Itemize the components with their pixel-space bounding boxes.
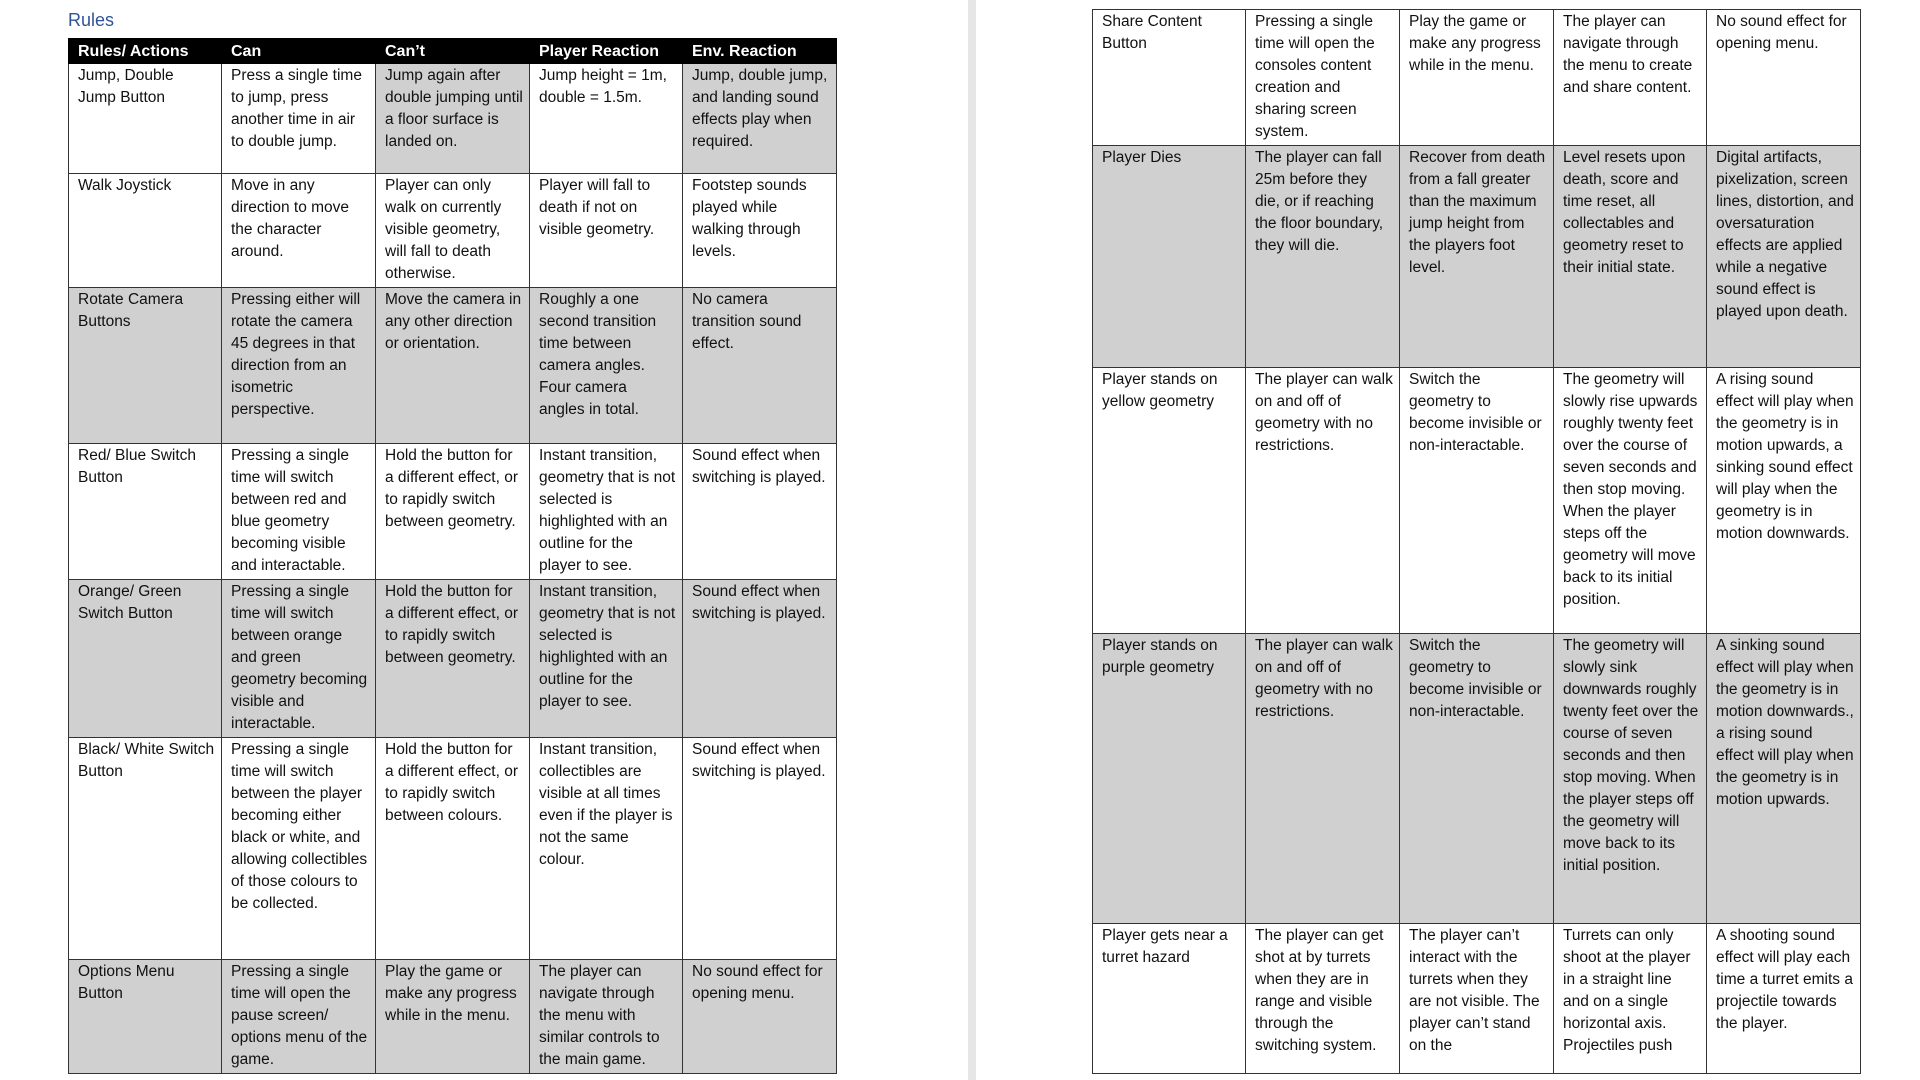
table-cell: The player can get shot at by turrets when they are in range and visible through the switching system. bbox=[1246, 924, 1400, 1074]
table-cell: The player can walk on and off of geometry with no restrictions. bbox=[1246, 368, 1400, 634]
table-cell: Sound effect when switching is played. bbox=[683, 444, 837, 580]
table-row bbox=[69, 64, 837, 174]
table-cell: A shooting sound effect will play each time a turret emits a projectile towards the player. bbox=[1707, 924, 1861, 1074]
column-header-can: Can bbox=[222, 39, 376, 64]
table-cell: The player can walk on and off of geometry with no restrictions. bbox=[1246, 634, 1400, 924]
table-cell: No camera transition sound effect. bbox=[683, 288, 837, 444]
table-cell: A rising sound effect will play when the geometry is in motion upwards, a sinking sound effect will play when the geometry is in motion downwards. bbox=[1707, 368, 1861, 634]
table-cell: Options Menu Button bbox=[69, 960, 222, 1074]
table-cell: Hold the button for a different effect, or to rapidly switch between colours. bbox=[376, 738, 530, 960]
table-cell: Move the camera in any other direction or orientation. bbox=[376, 288, 530, 444]
column-header-rules-actions: Rules/ Actions bbox=[69, 39, 222, 64]
table-cell: Pressing a single time will open the consoles content creation and sharing screen system. bbox=[1246, 10, 1400, 146]
table-cell: No sound effect for opening menu. bbox=[683, 960, 837, 1074]
table-cell: Jump height = 1m, double = 1.5m. bbox=[530, 64, 683, 174]
table-cell: Red/ Blue Switch Button bbox=[69, 444, 222, 580]
column-header-env-reaction: Env. Reaction bbox=[683, 39, 837, 64]
table-cell: Play the game or make any progress while in the menu. bbox=[376, 960, 530, 1074]
table-row bbox=[1093, 924, 1861, 1074]
rules-table-left bbox=[68, 38, 837, 1074]
table-cell: Pressing a single time will switch between the player becoming either black or white, and allowing collectibles of those colours to be collected. bbox=[222, 738, 376, 960]
table-cell: Jump, Double Jump Button bbox=[69, 64, 222, 174]
table-cell: Turrets can only shoot at the player in a straight line and on a single horizontal axis. Projectiles push bbox=[1554, 924, 1707, 1074]
table-cell: The geometry will slowly sink downwards roughly twenty feet over the course of seven seconds and then stop moving. When the player steps off the geometry will move back to its initial position. bbox=[1554, 634, 1707, 924]
table-cell: Instant transition, collectibles are visible at all times even if the player is not the same colour. bbox=[530, 738, 683, 960]
table-cell: Instant transition, geometry that is not selected is highlighted with an outline for the player to see. bbox=[530, 444, 683, 580]
table-cell: The player can fall 25m before they die, or if reaching the floor boundary, they will die. bbox=[1246, 146, 1400, 368]
table-cell: Roughly a one second transition time between camera angles. Four camera angles in total. bbox=[530, 288, 683, 444]
table-row bbox=[69, 288, 837, 444]
table-cell: Hold the button for a different effect, or to rapidly switch between geometry. bbox=[376, 444, 530, 580]
table-cell: Instant transition, geometry that is not selected is highlighted with an outline for the player to see. bbox=[530, 580, 683, 738]
column-header-player-reaction: Player Reaction bbox=[530, 39, 683, 64]
table-cell: Player can only walk on currently visible geometry, will fall to death otherwise. bbox=[376, 174, 530, 288]
table-row bbox=[69, 444, 837, 580]
table-cell: Digital artifacts, pixelization, screen lines, distortion, and oversaturation effects are applied while a negative sound effect is played upon death. bbox=[1707, 146, 1861, 368]
table-cell: Switch the geometry to become invisible or non-interactable. bbox=[1400, 634, 1554, 924]
table-row bbox=[1093, 634, 1861, 924]
table-cell: Hold the button for a different effect, or to rapidly switch between geometry. bbox=[376, 580, 530, 738]
table-cell: Recover from death from a fall greater than the maximum jump height from the players foot level. bbox=[1400, 146, 1554, 368]
table-cell: Jump again after double jumping until a floor surface is landed on. bbox=[376, 64, 530, 174]
rules-table-right bbox=[1092, 9, 1861, 1074]
table-cell: A sinking sound effect will play when the geometry is in motion downwards., a rising sound effect will play when the geometry is in motion upwards. bbox=[1707, 634, 1861, 924]
table-cell: Player stands on yellow geometry bbox=[1093, 368, 1246, 634]
table-cell: Pressing either will rotate the camera 45 degrees in that direction from an isometric perspective. bbox=[222, 288, 376, 444]
table-cell: Jump, double jump, and landing sound effects play when required. bbox=[683, 64, 837, 174]
table-row bbox=[69, 960, 837, 1074]
table-cell: The geometry will slowly rise upwards roughly twenty feet over the course of seven seconds and then stop moving. When the player steps off the geometry will move back to its initial position. bbox=[1554, 368, 1707, 634]
table-cell: Pressing a single time will switch between orange and green geometry becoming visible and interactable. bbox=[222, 580, 376, 738]
table-cell: The player can navigate through the menu to create and share content. bbox=[1554, 10, 1707, 146]
table-cell: Footstep sounds played while walking through levels. bbox=[683, 174, 837, 288]
table-cell: No sound effect for opening menu. bbox=[1707, 10, 1861, 146]
table-cell: Pressing a single time will switch between red and blue geometry becoming visible and interactable. bbox=[222, 444, 376, 580]
page-gap bbox=[968, 0, 976, 1080]
table-cell: Walk Joystick bbox=[69, 174, 222, 288]
table-row bbox=[69, 174, 837, 288]
table-row bbox=[1093, 146, 1861, 368]
table-cell: Black/ White Switch Button bbox=[69, 738, 222, 960]
table-cell: The player can’t interact with the turrets when they are not visible. The player can’t stand on the bbox=[1400, 924, 1554, 1074]
table-cell: The player can navigate through the menu with similar controls to the main game. bbox=[530, 960, 683, 1074]
table-row bbox=[1093, 10, 1861, 146]
table-cell: Share Content Button bbox=[1093, 10, 1246, 146]
table-cell: Move in any direction to move the character around. bbox=[222, 174, 376, 288]
table-cell: Player Dies bbox=[1093, 146, 1246, 368]
table-cell: Player will fall to death if not on visible geometry. bbox=[530, 174, 683, 288]
table-cell: Player stands on purple geometry bbox=[1093, 634, 1246, 924]
table-cell: Pressing a single time will open the pause screen/ options menu of the game. bbox=[222, 960, 376, 1074]
table-cell: Orange/ Green Switch Button bbox=[69, 580, 222, 738]
table-cell: Play the game or make any progress while in the menu. bbox=[1400, 10, 1554, 146]
table-cell: Rotate Camera Buttons bbox=[69, 288, 222, 444]
table-header-row bbox=[69, 39, 837, 64]
table-cell: Sound effect when switching is played. bbox=[683, 580, 837, 738]
table-cell: Player gets near a turret hazard bbox=[1093, 924, 1246, 1074]
column-header-cant: Can’t bbox=[376, 39, 530, 64]
table-cell: Switch the geometry to become invisible or non-interactable. bbox=[1400, 368, 1554, 634]
rules-heading: Rules bbox=[68, 10, 115, 30]
table-cell: Sound effect when switching is played. bbox=[683, 738, 837, 960]
table-row bbox=[69, 738, 837, 960]
table-cell: Level resets upon death, score and time reset, all collectables and geometry reset to their initial state. bbox=[1554, 146, 1707, 368]
table-row bbox=[69, 580, 837, 738]
table-row bbox=[1093, 368, 1861, 634]
table-cell: Press a single time to jump, press another time in air to double jump. bbox=[222, 64, 376, 174]
